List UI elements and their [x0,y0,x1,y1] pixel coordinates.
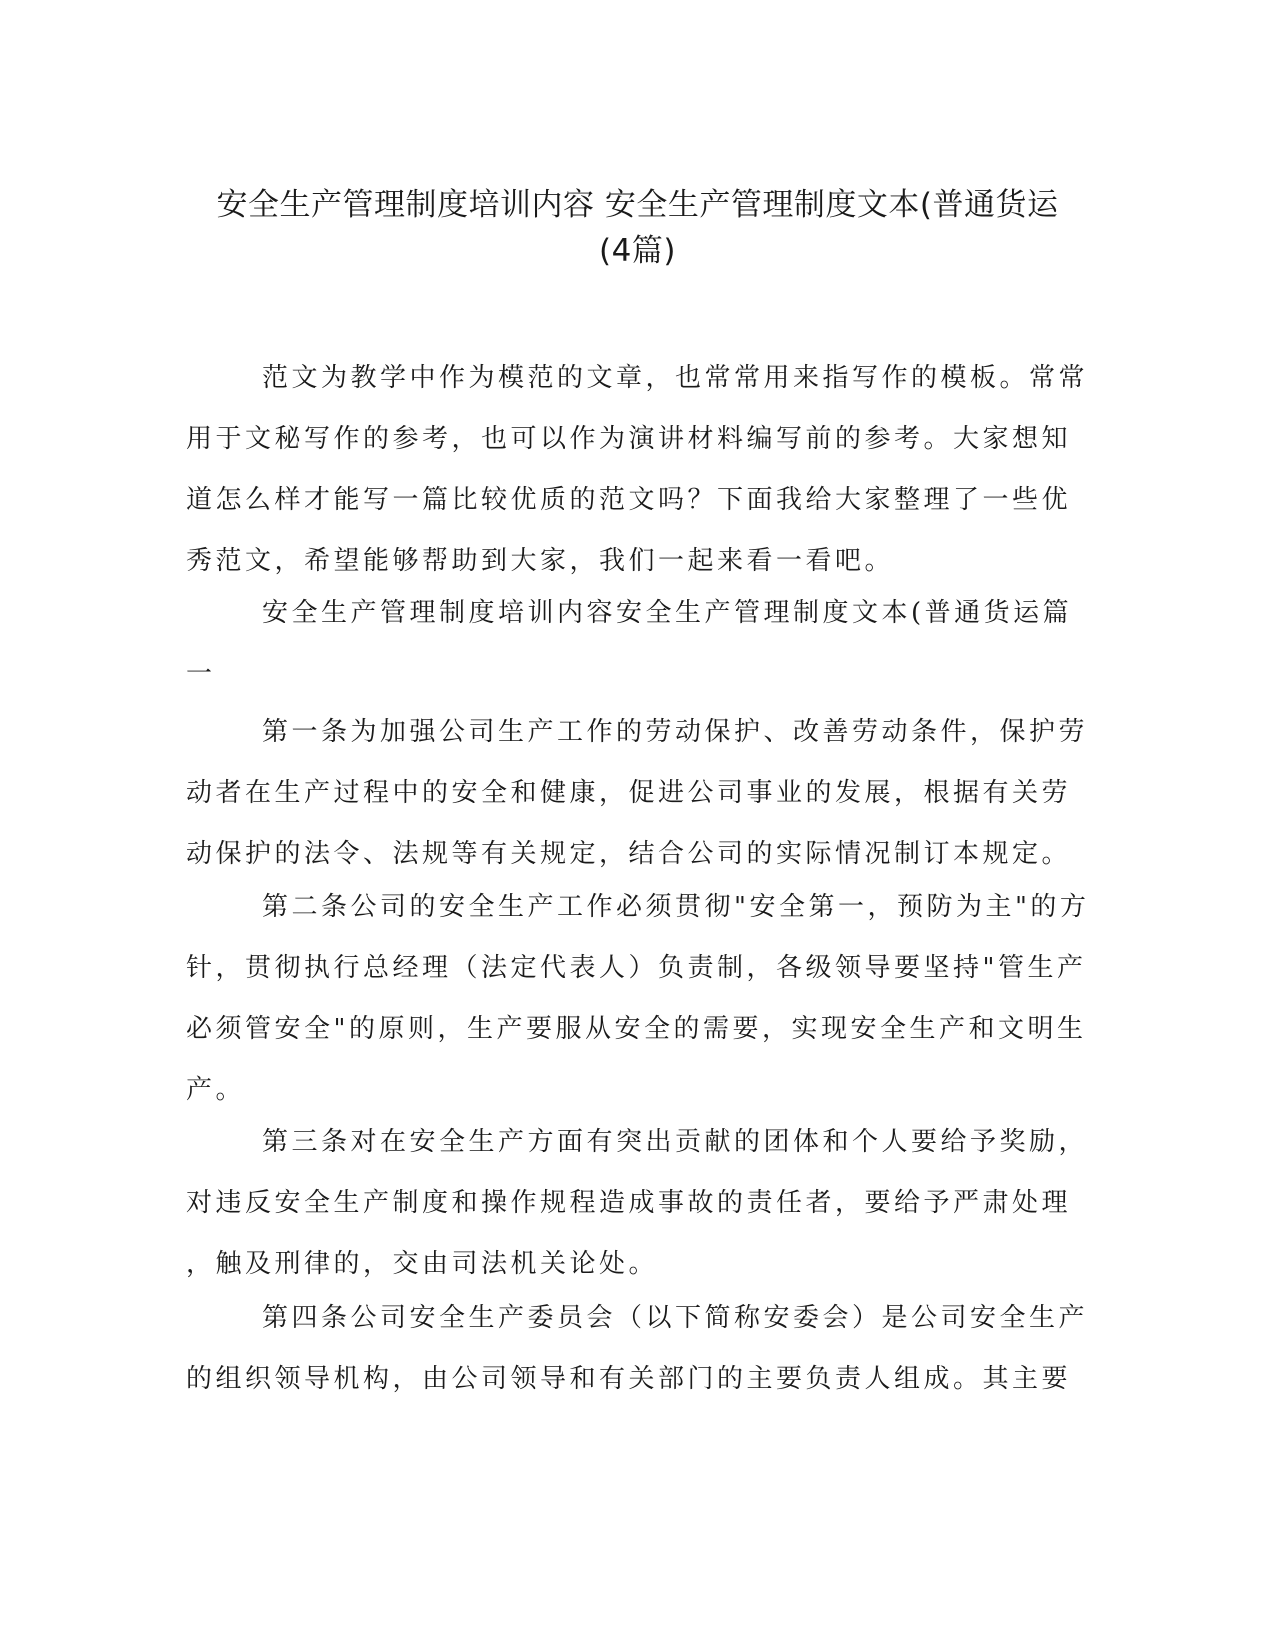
article-three-paragraph [186,1112,1088,1295]
paragraph-line: 秀范文，希望能够帮助到大家，我们一起来看一看吧。 [186,546,895,576]
article-one-paragraph [186,702,1088,885]
paragraph-line: 用于文秘写作的参考，也可以作为演讲材料编写前的参考。大家想知 [186,424,1072,454]
paragraph-line: 第四条公司安全生产委员会（以下简称安委会）是公司安全生产 [262,1303,1089,1333]
paragraph-line: 第二条公司的安全生产工作必须贯彻"安全第一，预防为主"的方 [262,892,1090,922]
paragraph-line: 动保护的法令、法规等有关规定，结合公司的实际情况制订本规定。 [186,839,1072,869]
paragraph-line: 动者在生产过程中的安全和健康，促进公司事业的发展，根据有关劳 [186,778,1072,808]
paragraph-line: ，触及刑律的，交由司法机关论处。 [186,1249,659,1279]
paragraph-line: 必须管安全"的原则，生产要服从安全的需要，实现安全生产和文明生 [186,1014,1087,1044]
paragraph-line: 第一条为加强公司生产工作的劳动保护、改善劳动条件，保护劳 [262,717,1089,747]
paragraph-line: 的组织领导机构，由公司领导和有关部门的主要负责人组成。其主要 [186,1364,1072,1394]
paragraph-line: 产。 [186,1075,246,1105]
paragraph-line: 安全生产管理制度培训内容安全生产管理制度文本(普通货运篇 [262,598,1073,628]
document-title [150,182,1125,274]
paragraph-line: 第三条对在安全生产方面有突出贡献的团体和个人要给予奖励， [262,1127,1089,1157]
paragraph-line: 对违反安全生产制度和操作规程造成事故的责任者，要给予严肃处理 [186,1188,1072,1218]
paragraph-line: 道怎么样才能写一篇比较优质的范文吗？下面我给大家整理了一些优 [186,485,1072,515]
title-line: (4篇) [599,233,676,269]
paragraph-line: 针，贯彻执行总经理（法定代表人）负责制，各级领导要坚持"管生产 [186,953,1087,983]
paragraph-line: 一 [186,659,216,689]
intro-paragraph [186,348,1088,592]
article-two-paragraph [186,877,1089,1121]
paragraph-line: 范文为教学中作为模范的文章，也常常用来指写作的模板。常常 [262,363,1089,393]
article-four-paragraph [186,1288,1088,1410]
section-heading-paragraph [186,583,1072,705]
title-line: 安全生产管理制度培训内容 安全生产管理制度文本(普通货运 [216,187,1059,223]
